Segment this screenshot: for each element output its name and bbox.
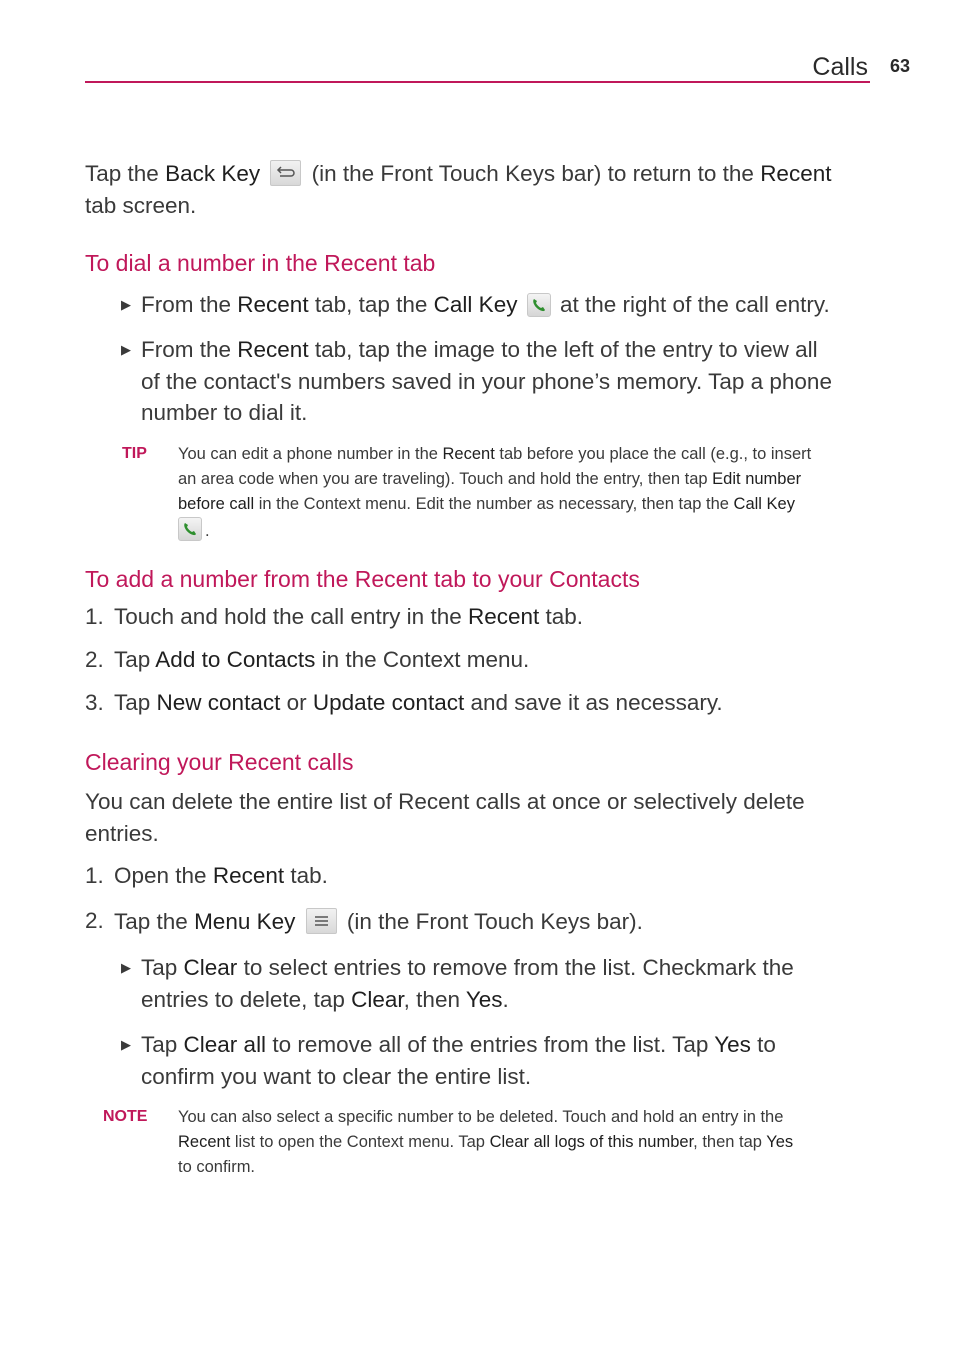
add-heading: To add a number from the Recent tab to your Contacts (85, 566, 640, 592)
note-label: NOTE (103, 1108, 148, 1125)
intro-paragraph: Tap the Back Key (in the Front Touch Keys bar) to return to the Recent tab screen. (85, 161, 832, 218)
bullet-arrow-icon: ▶ (121, 960, 131, 975)
bullet-arrow-icon: ▶ (121, 1037, 131, 1052)
call-key-icon (178, 517, 202, 541)
add-step-1: Touch and hold the call entry in the Recent tab. (114, 604, 584, 629)
clear-step-1: Open the Recent tab. (114, 863, 328, 888)
section-title: Calls (812, 53, 868, 81)
dial-bullet-2: From the Recent tab, tap the image to the left of the entry to view all of the contact's numbers saved in your phone’s memory. Tap a phone number to dial it. (141, 337, 832, 425)
menu-key-icon (306, 908, 337, 934)
bullet-arrow-icon: ▶ (121, 342, 131, 357)
tip-text: You can edit a phone number in the Recent tab before you place the call (e.g., to insert an area code when you are traveling). Touch and hold the entry, then tap Edit number before call in the Context menu. Edit the number as necessary, then tap the Call Key . (178, 445, 812, 540)
clear-paragraph: You can delete the entire list of Recent calls at once or selectively delete entries. (85, 789, 805, 846)
call-key-icon (527, 293, 551, 317)
step-number: 2. (85, 647, 104, 672)
step-number: 1. (85, 604, 104, 629)
page-number: 63 (890, 56, 911, 76)
dial-heading: To dial a number in the Recent tab (85, 250, 436, 276)
step-number: 3. (85, 690, 104, 715)
step-number: 2. (85, 908, 104, 933)
dial-bullet-1: From the Recent tab, tap the Call Key at the right of the call entry. (141, 292, 830, 317)
tip-label: TIP (122, 445, 147, 462)
bullet-arrow-icon: ▶ (121, 297, 131, 312)
note-text: You can also select a specific number to be deleted. Touch and hold an entry in the Recent list to open the Context menu. Tap Clear all logs of this number, then tap Yes to confirm. (178, 1108, 794, 1176)
add-step-2: Tap Add to Contacts in the Context menu. (114, 647, 530, 672)
header-rule (85, 81, 870, 83)
add-step-3: Tap New contact or Update contact and save it as necessary. (114, 690, 723, 715)
clear-step-2: Tap the Menu Key (in the Front Touch Keys bar). (114, 909, 643, 934)
back-key-icon (270, 160, 301, 186)
clear-bullet-1: Tap Clear to select entries to remove from the list. Checkmark the entries to delete, tap Clear, then Yes. (141, 955, 794, 1012)
clear-heading: Clearing your Recent calls (85, 749, 354, 775)
step-number: 1. (85, 863, 104, 888)
clear-bullet-2: Tap Clear all to remove all of the entries from the list. Tap Yes to confirm you want to clear the entire list. (141, 1032, 776, 1089)
